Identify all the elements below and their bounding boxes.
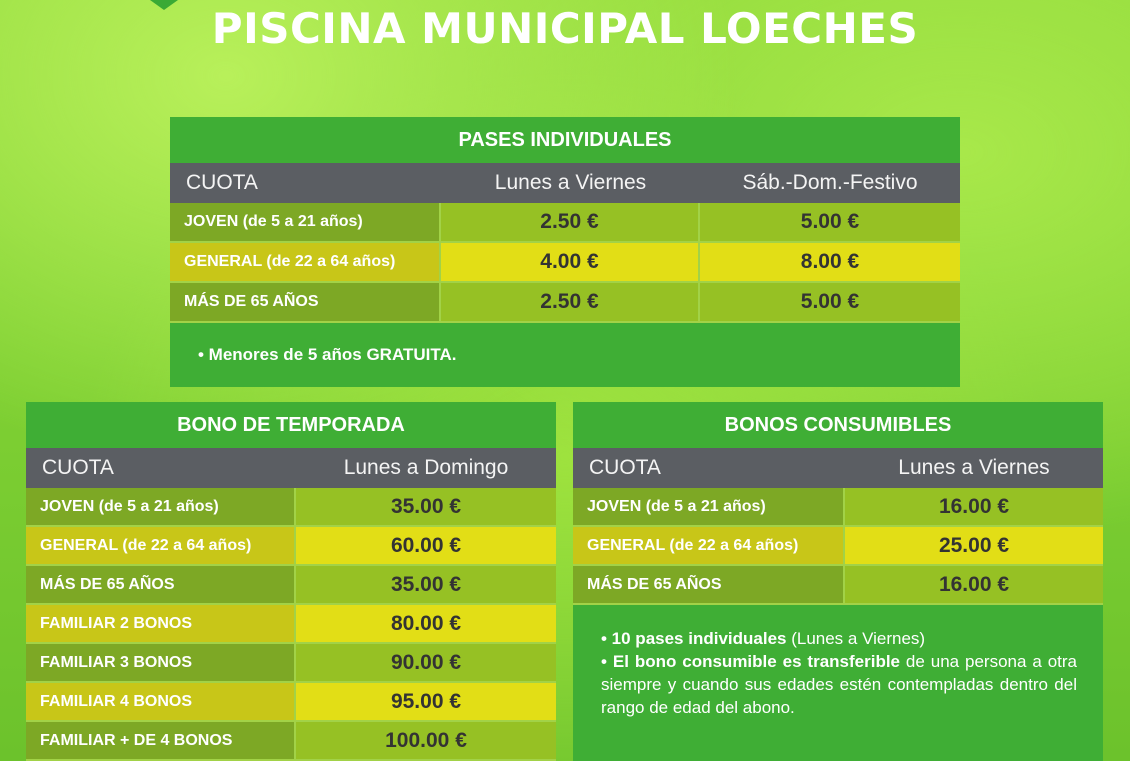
price-cell: 25.00 €	[845, 527, 1103, 566]
column-cuota: CUOTA	[186, 171, 258, 194]
table-row	[26, 644, 556, 683]
table-row	[26, 566, 556, 605]
column-cuota: CUOTA	[589, 456, 661, 479]
table-row	[26, 605, 556, 644]
price-cell: 90.00 €	[296, 644, 556, 683]
table-row	[573, 488, 1103, 527]
table-row	[26, 527, 556, 566]
price-cell: 16.00 €	[845, 566, 1103, 605]
pases-note	[170, 323, 960, 387]
table-row	[26, 683, 556, 722]
price-cell: 16.00 €	[845, 488, 1103, 527]
row-label: GENERAL (de 22 a 64 años)	[26, 527, 296, 566]
row-label: MÁS DE 65 AÑOS	[26, 566, 296, 605]
price-cell: 35.00 €	[296, 488, 556, 527]
bono-temporada-panel	[26, 402, 556, 761]
price-cell: 80.00 €	[296, 605, 556, 644]
pases-individuales-panel	[170, 117, 960, 387]
note-line-2	[601, 650, 1077, 719]
temporada-header: BONO DE TEMPORADA	[26, 402, 556, 448]
note-1-rest: (Lunes a Viernes)	[786, 629, 926, 648]
column-sab-dom-festivo: Sáb.-Dom.-Festivo	[742, 171, 918, 194]
table-row	[170, 203, 960, 243]
row-label: MÁS DE 65 AÑOS	[573, 566, 845, 605]
row-label: GENERAL (de 22 a 64 años)	[573, 527, 845, 566]
table-row	[26, 722, 556, 761]
note-1-bold: • 10 pases individuales	[601, 629, 787, 648]
consumibles-header: BONOS CONSUMIBLES	[573, 402, 1103, 448]
row-label: JOVEN (de 5 a 21 años)	[170, 203, 441, 243]
row-label: JOVEN (de 5 a 21 años)	[573, 488, 845, 527]
price-cell: 2.50 €	[441, 203, 700, 243]
pases-column-header-row	[170, 163, 960, 203]
column-lunes-domingo: Lunes a Domingo	[343, 456, 509, 479]
note-2-rest: de una persona a otra siempre y cuando sus edades estén contempladas dentro del rango de edad del abono.	[601, 652, 1077, 717]
price-cell: 35.00 €	[296, 566, 556, 605]
table-row	[26, 488, 556, 527]
note-line-1	[601, 627, 1077, 650]
column-cuota: CUOTA	[42, 456, 114, 479]
price-cell: 100.00 €	[296, 722, 556, 761]
price-cell: 60.00 €	[296, 527, 556, 566]
table-row	[170, 243, 960, 283]
column-lunes-viernes: Lunes a Viernes	[898, 456, 1050, 479]
consumibles-column-header-row	[573, 448, 1103, 488]
price-cell: 8.00 €	[700, 243, 960, 283]
price-cell: 2.50 €	[441, 283, 700, 323]
note-2-bold: • El bono consumible es transferible	[601, 652, 901, 671]
temporada-column-header-row	[26, 448, 556, 488]
table-row	[573, 566, 1103, 605]
price-cell: 5.00 €	[700, 203, 960, 243]
row-label: GENERAL (de 22 a 64 años)	[170, 243, 441, 283]
price-cell: 5.00 €	[700, 283, 960, 323]
pases-header: PASES INDIVIDUALES	[170, 117, 960, 163]
row-label: FAMILIAR 3 BONOS	[26, 644, 296, 683]
row-label: JOVEN (de 5 a 21 años)	[26, 488, 296, 527]
bonos-consumibles-panel	[573, 402, 1103, 761]
column-lunes-viernes: Lunes a Viernes	[494, 171, 647, 194]
table-row	[170, 283, 960, 323]
table-row	[573, 527, 1103, 566]
row-label: FAMILIAR 2 BONOS	[26, 605, 296, 644]
note-text: • Menores de 5 años GRATUITA.	[198, 345, 457, 364]
price-cell: 4.00 €	[441, 243, 700, 283]
page-title: PISCINA MUNICIPAL LOECHES	[211, 4, 919, 53]
price-cell: 95.00 €	[296, 683, 556, 722]
row-label: FAMILIAR 4 BONOS	[26, 683, 296, 722]
row-label: FAMILIAR + DE 4 BONOS	[26, 722, 296, 761]
consumibles-note	[573, 605, 1103, 761]
row-label: MÁS DE 65 AÑOS	[170, 283, 441, 323]
